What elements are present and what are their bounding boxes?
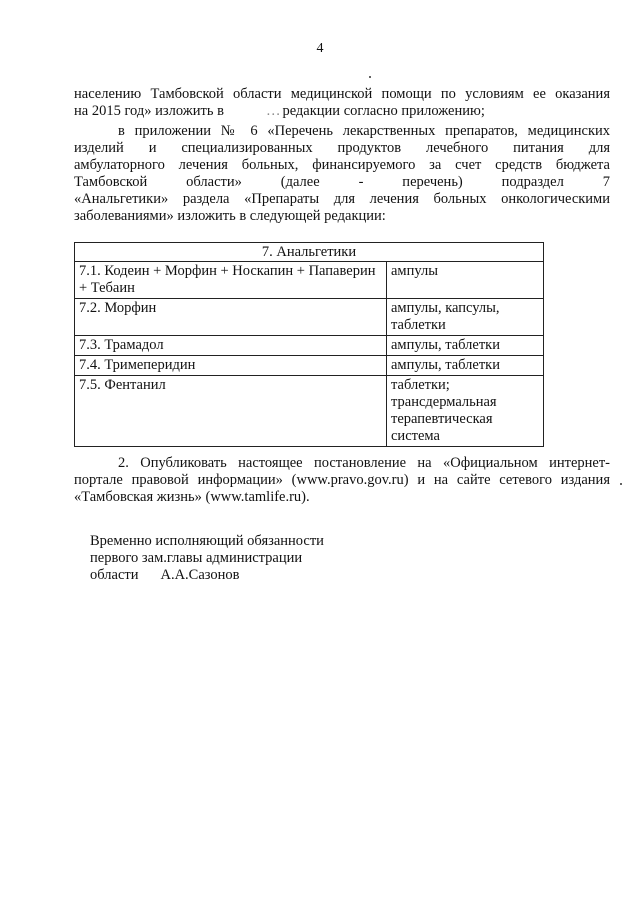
appendix-line-4: Тамбовской области» (далее - перечень) подраздел 7 — [74, 174, 610, 190]
publication-paragraph — [74, 455, 610, 506]
table-row — [75, 356, 544, 376]
drug-form-cell: ампулы, таблетки — [387, 336, 544, 356]
intro-line-2-end: редакции согласно приложению; — [282, 103, 485, 119]
intro-line-2-faded: … — [265, 103, 281, 119]
intro-paragraph — [74, 86, 610, 120]
page-number: 4 — [316, 41, 324, 56]
scan-speck — [369, 76, 371, 78]
drug-form-cell: ампулы — [387, 262, 544, 299]
drug-name-cell: 7.2. Морфин — [75, 299, 387, 336]
table-header-row — [75, 243, 544, 262]
appendix-paragraph — [74, 123, 610, 225]
publication-line-3: «Тамбовская жизнь» (www.tamlife.ru). — [74, 489, 310, 505]
analgesics-table — [74, 242, 544, 447]
table-row — [75, 262, 544, 299]
drug-name-cell: 7.4. Тримеперидин — [75, 356, 387, 376]
appendix-line-6: заболеваниями» изложить в следующей редакции: — [74, 208, 386, 224]
signature-block — [90, 533, 324, 584]
table-row — [75, 376, 544, 447]
drug-form-cell: ампулы, таблетки — [387, 356, 544, 376]
scan-speck — [620, 483, 622, 485]
drug-name-cell: 7.5. Фентанил — [75, 376, 387, 447]
signature-line-3 — [90, 567, 324, 584]
intro-line-1: населению Тамбовской области медицинской помощи по условиям ее оказания — [74, 86, 610, 102]
table-row — [75, 299, 544, 336]
drug-form-cell: ампулы, капсулы, таблетки — [387, 299, 544, 336]
appendix-line-2: изделий и специализированных продуктов лечебного питания для — [74, 140, 610, 156]
drug-form-cell: таблетки; трансдермальная терапевтическая система — [387, 376, 544, 447]
appendix-line-3: амбулаторного лечения больных, финансируемого за счет средств бюджета — [74, 157, 610, 173]
appendix-line-1 — [74, 123, 610, 140]
appendix-line-5: «Анальгетики» раздела «Препараты для лечения больных онкологическими — [74, 191, 610, 207]
signature-line-1: Временно исполняющий обязанности — [90, 533, 324, 549]
publication-line-1 — [74, 455, 610, 472]
publication-line-2: портале правовой информации» (www.pravo.gov.ru) и на сайте сетевого издания — [74, 472, 610, 488]
table-row — [75, 336, 544, 356]
intro-line-2 — [74, 103, 610, 120]
intro-line-2-start: на 2015 год» изложить в — [74, 103, 224, 119]
drug-name-cell: 7.3. Трамадол — [75, 336, 387, 356]
table-header: 7. Анальгетики — [75, 243, 544, 262]
signature-region: области — [90, 567, 139, 583]
signature-line-2: первого зам.главы администрации — [90, 550, 303, 566]
signatory-name: А.А.Сазонов — [160, 567, 240, 583]
drug-name-cell: 7.1. Кодеин + Морфин + Носкапин + Папаверин + Тебаин — [75, 262, 387, 299]
appendix-line-1-text: в приложении № 6 «Перечень лекарственных препаратов, медицинских — [118, 123, 610, 139]
publication-line-1-text: 2. Опубликовать настоящее постановление на «Официальном интернет- — [118, 455, 610, 471]
